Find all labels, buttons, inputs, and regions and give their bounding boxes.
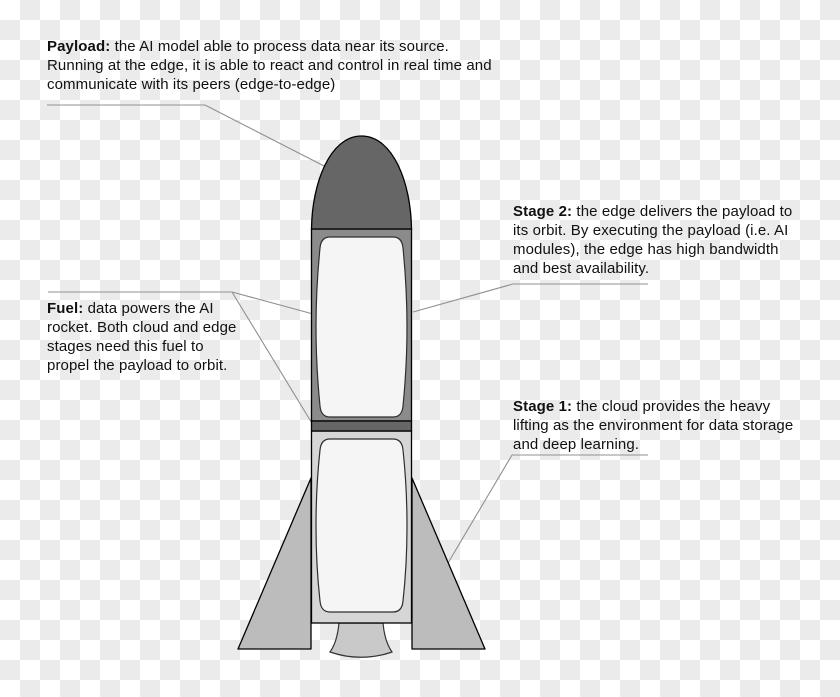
payload-annotation [47, 37, 509, 94]
engine-nozzle-icon [330, 623, 392, 657]
stage2-text: the edge delivers the payload to its orbit. By executing the payload (i.e. AI modules), the edge has high bandwidth and best availability. [513, 203, 793, 277]
fuel-annotation [47, 299, 241, 375]
upper-fuel-tank-icon [316, 237, 407, 417]
fuel-text: data powers the AI rocket. Both cloud and edge stages need this fuel to propel the payload to orbit. [47, 300, 237, 374]
stage1-annotation [513, 397, 805, 454]
stage2-annotation [513, 202, 805, 278]
lower-fuel-tank-icon [316, 439, 407, 612]
interstage-band [312, 421, 412, 431]
payload-label: Payload: [47, 38, 111, 55]
left-fin-icon [238, 478, 311, 649]
stage1-leader-line [448, 455, 648, 563]
stage1-label: Stage 1: [513, 398, 573, 415]
payload-leader-line [47, 105, 326, 167]
payload-text: the AI model able to process data near its source. Running at the edge, it is able to react and control in real time and communicate with its peers (edge-to-edge) [47, 38, 492, 93]
fuel-label: Fuel: [47, 300, 84, 317]
stage1-text: the cloud provides the heavy lifting as the environment for data storage and deep learning. [513, 398, 794, 453]
nose-cone-icon [312, 136, 412, 229]
stage2-leader-line [413, 284, 648, 312]
fuel-leader-line-lower [232, 292, 321, 438]
right-fin-icon [412, 478, 485, 649]
stage2-label: Stage 2: [513, 203, 573, 220]
